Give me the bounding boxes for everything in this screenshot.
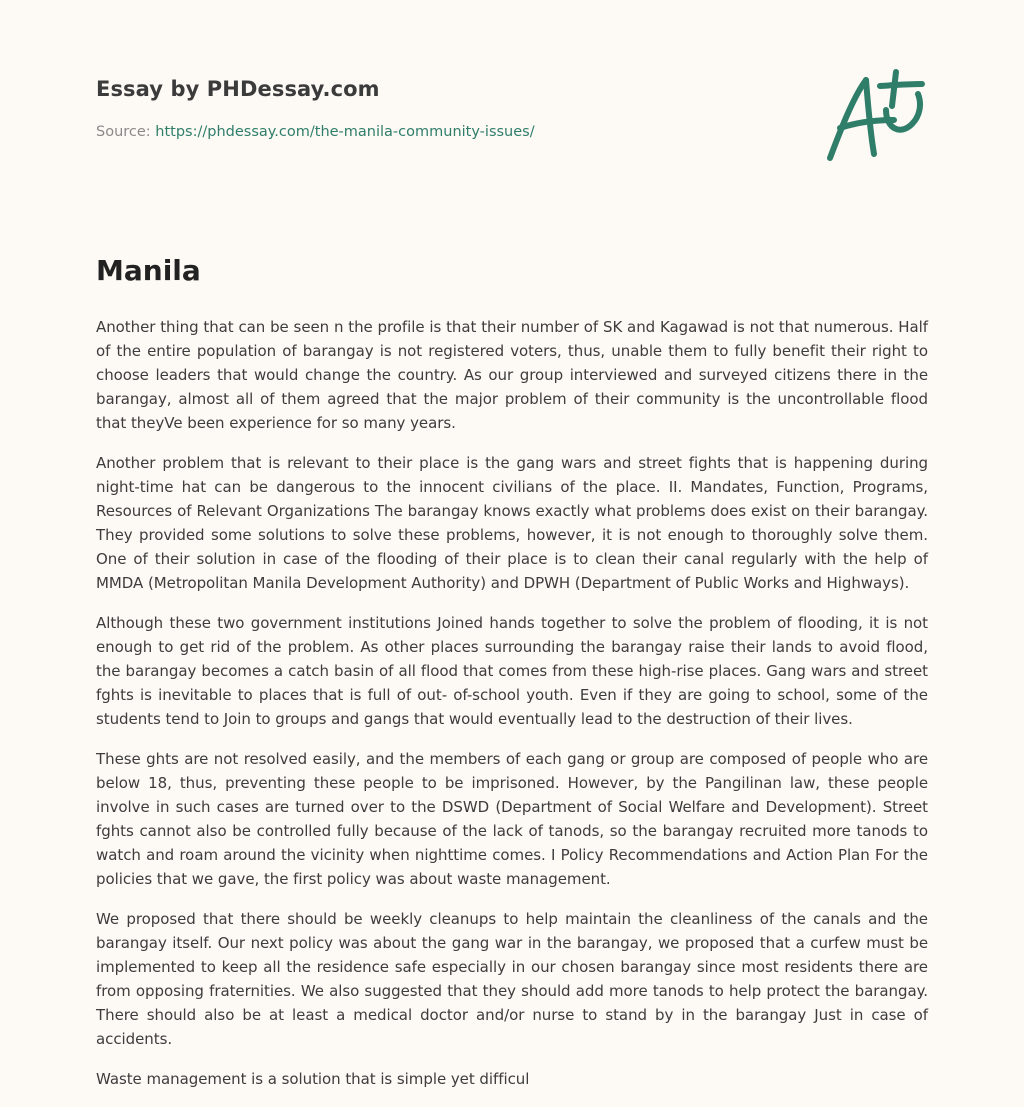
source-link[interactable]: https://phdessay.com/the-manila-community-issues/ [155, 124, 535, 140]
essay-paragraph: These ghts are not resolved easily, and the members of each gang or group are composed of people who are below 18, thus, preventing these people to be imprisoned. However, by the Pangilinan law, these people involve in such cases are turned over to the DSWD (Department of Social Welfare and Development). Street fghts cannot also be controlled fully because of the lack of tanods, so the barangay recruited more tanods to watch and roam around the vicinity when nighttime comes. I Policy Recommendations and Action Plan For the policies that we gave, the first policy was about waste management. [96, 750, 928, 888]
essay-paragraph: Waste management is a solution that is simple yet difficul [96, 1070, 530, 1088]
source-line [96, 124, 535, 140]
site-title: Essay by PHDessay.com [96, 77, 380, 101]
source-label: Source: [96, 124, 151, 140]
essay-paragraph: Another thing that can be seen n the profile is that their number of SK and Kagawad is not that numerous. Half of the entire population of barangay is not registered voters, thus, unable them to fully benefit their right to choose leaders that would change the country. As our group interviewed and surveyed citizens there in the barangay, almost all of them agreed that the major problem of their community is the uncontrollable flood that theyVe been experience for so many years. [96, 318, 928, 432]
a-plus-grade-logo-icon [820, 66, 930, 166]
essay-paragraph: Another problem that is relevant to their place is the gang wars and street fights that is happening during night-time hat can be dangerous to the innocent civilians of the place. II. Mandates, Function, Programs, Resources of Relevant Organizations The barangay knows exactly what problems does exist on their barangay. They provided some solutions to solve these problems, however, it is not enough to thoroughly solve them. One of their solution in case of the flooding of their place is to clean their canal regularly with the help of MMDA (Metropolitan Manila Development Authority) and DPWH (Department of Public Works and Highways). [96, 454, 928, 592]
essay-body [96, 315, 928, 1107]
essay-title: Manila [96, 254, 201, 287]
essay-paragraph: We proposed that there should be weekly cleanups to help maintain the cleanliness of the canals and the barangay itself. Our next policy was about the gang war in the barangay, we proposed that a curfew must be implemented to keep all the residence safe especially in our chosen barangay since most residents there are from opposing fraternities. We also suggested that they should add more tanods to help protect the barangay. There should also be at least a medical doctor and/or nurse to stand by in the barangay Just in case of accidents. [96, 910, 928, 1048]
essay-paragraph: Although these two government institutions Joined hands together to solve the problem of flooding, it is not enough to get rid of the problem. As other places surrounding the barangay raise their lands to avoid flood, the barangay becomes a catch basin of all flood that comes from these high-rise places. Gang wars and street fghts is inevitable to places that is full of out- of-school youth. Even if they are going to school, some of the students tend to Join to groups and gangs that would eventually lead to the destruction of their lives. [96, 614, 928, 728]
